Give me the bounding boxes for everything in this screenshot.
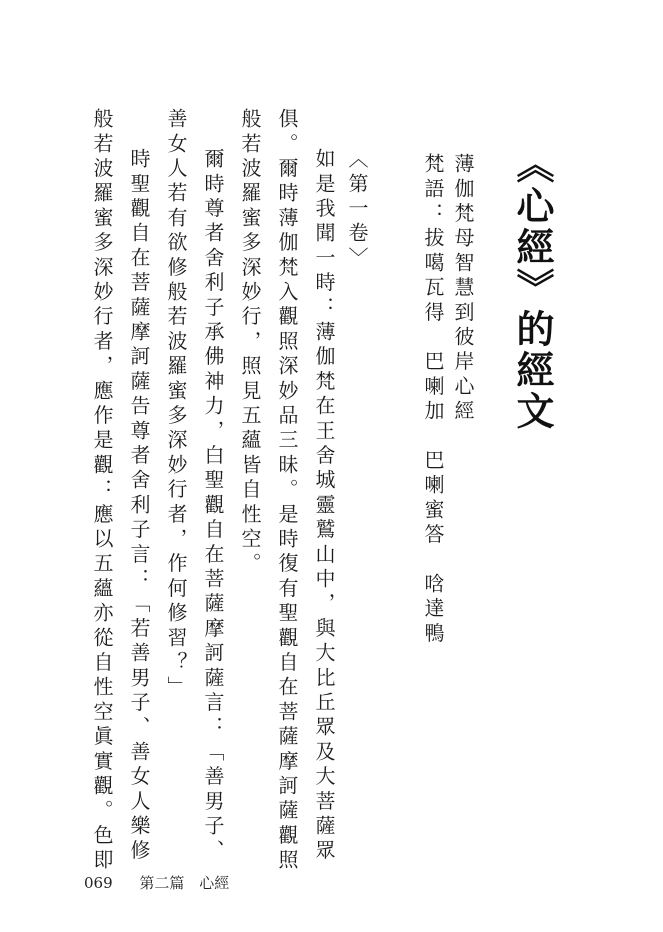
body-column: 般若波羅蜜多深妙行，照見五蘊皆自性空。 xyxy=(238,108,262,578)
section-title: 心經 xyxy=(199,874,230,892)
sutra-title: 薄伽梵母智慧到彼岸心經 xyxy=(451,153,475,425)
body-column: 如是我聞一時：薄伽梵在王舍城靈鷲山中，與大比丘眾及大菩薩眾 xyxy=(312,148,336,865)
page-footer xyxy=(84,872,229,893)
section-label: 第二篇 xyxy=(139,874,185,892)
body-column: 時聖觀自在菩薩摩訶薩告尊者舍利子言：「若善男子、善女人樂修 xyxy=(127,148,151,865)
body-column: 爾時尊者舍利子承佛神力，白聖觀自在菩薩摩訶薩言：「善男子、 xyxy=(201,148,225,865)
section-heading: 《心經》的經文 xyxy=(510,145,554,432)
body-column: 善女人若有欲修般若波羅蜜多深妙行者，作何修習？」 xyxy=(164,108,188,701)
page-number: 069 xyxy=(84,874,113,892)
body-column: 般若波羅蜜多深妙行者，應作是觀：應以五蘊亦從自性空眞實觀。色即 xyxy=(90,108,114,874)
sanskrit-line: 梵語：拔噶瓦得 巴喇加 巴喇蜜答 唅達鴨 xyxy=(421,153,445,647)
body-column: 俱。爾時薄伽梵入觀照深妙品三昧。是時復有聖觀自在菩薩摩訶薩觀照 xyxy=(275,108,299,874)
chapter-label: 〈第一卷〉 xyxy=(345,148,369,272)
